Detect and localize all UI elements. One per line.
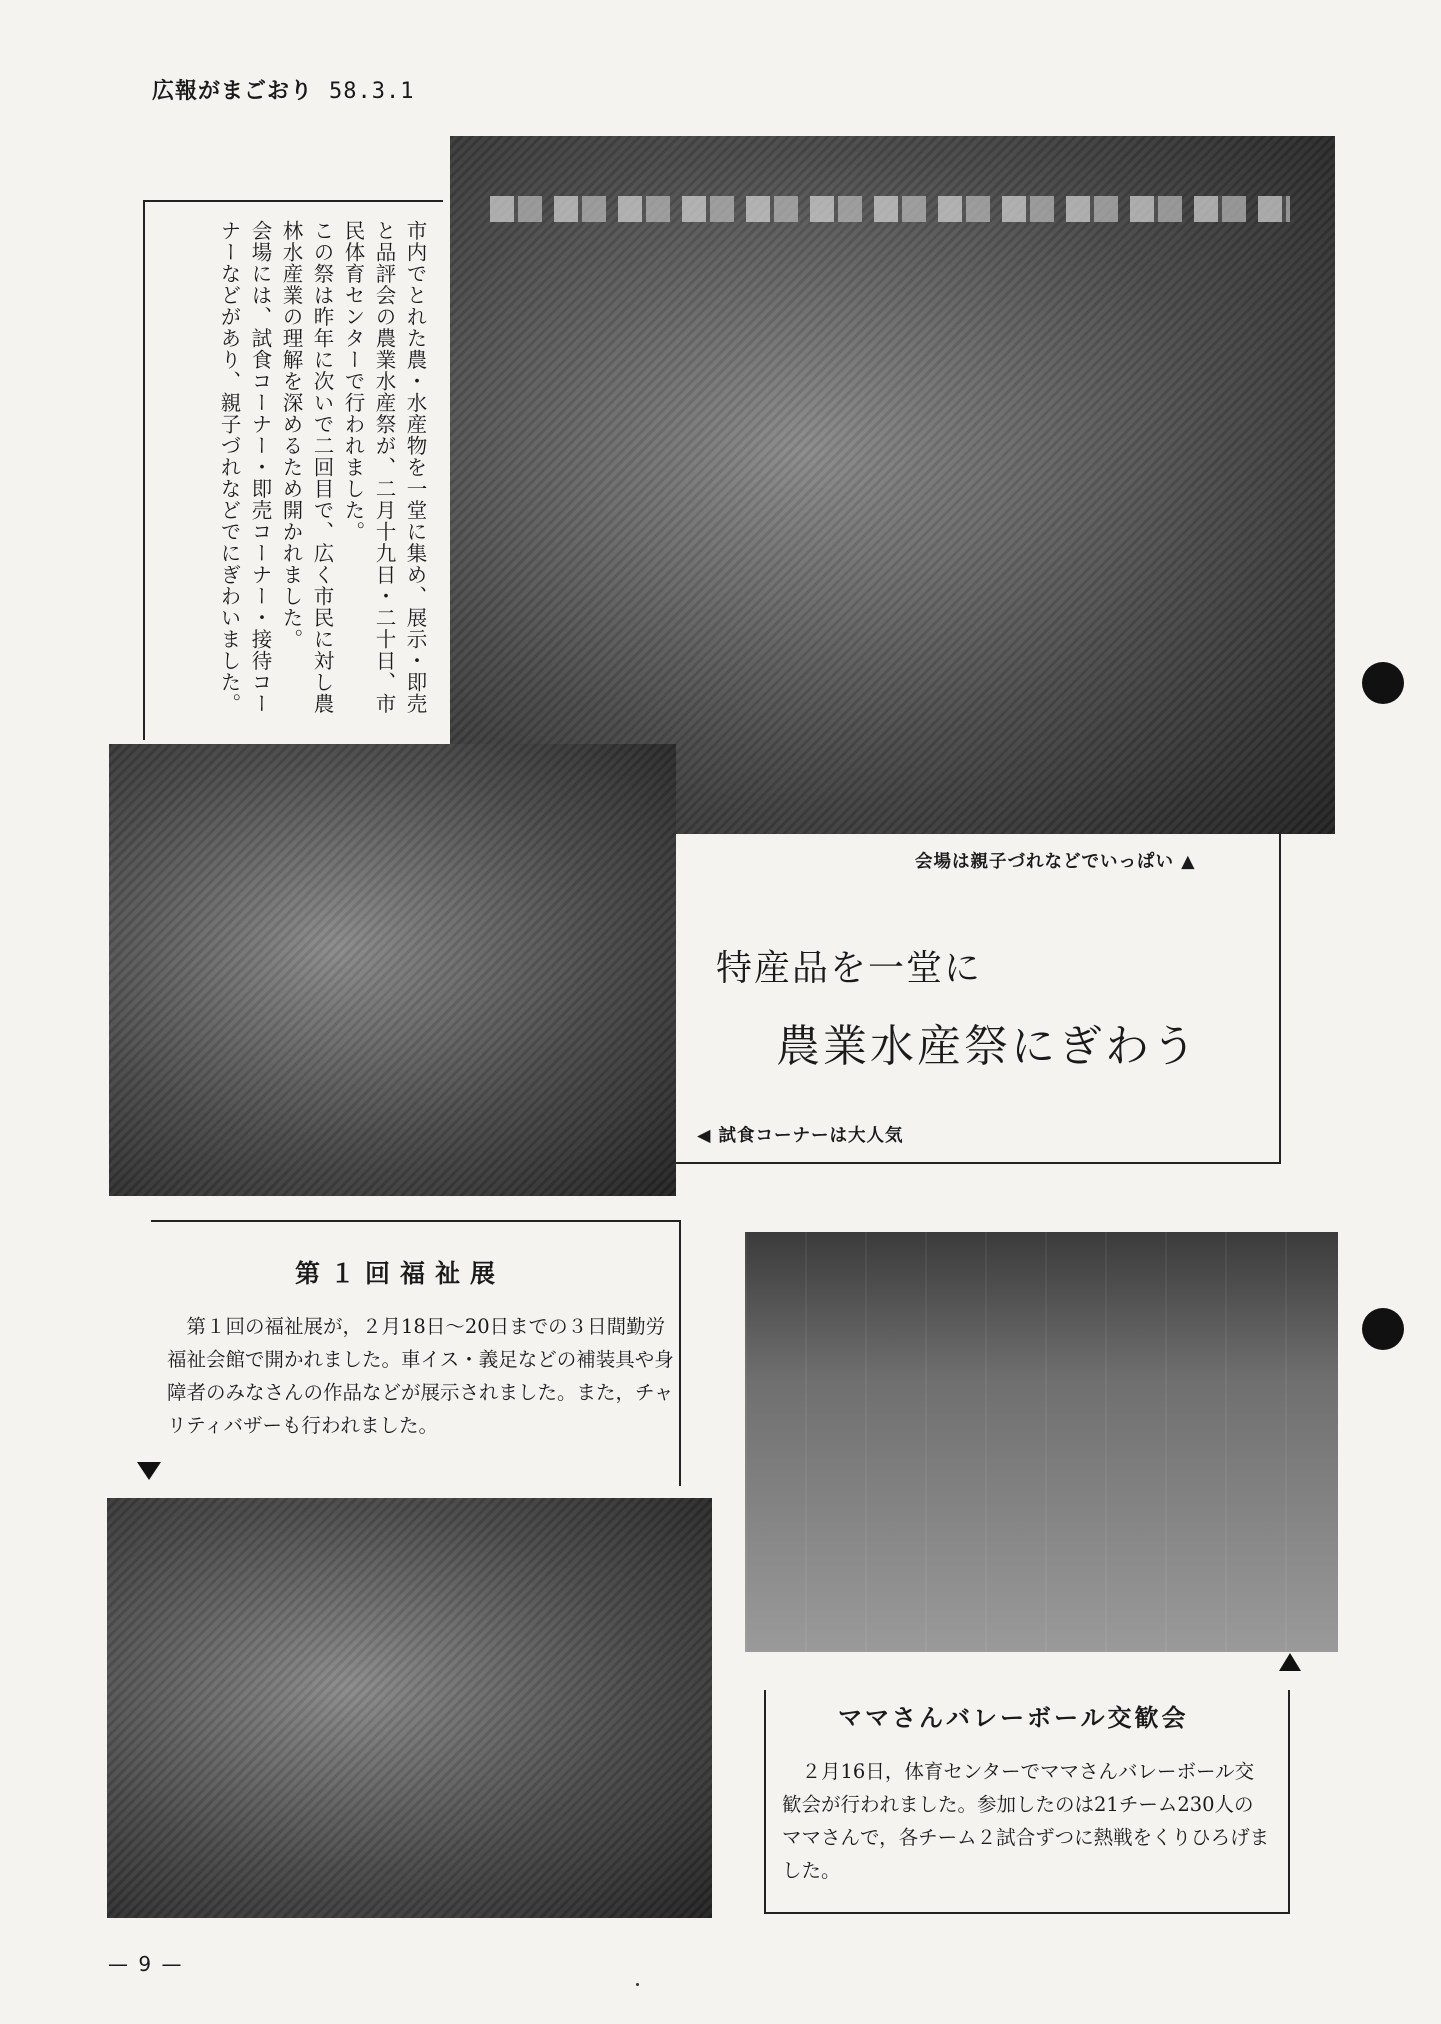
arrow-down-icon [137,1462,161,1480]
margin-dot [1362,662,1404,704]
arrow-up-icon [1279,1653,1301,1671]
print-speck [636,1983,639,1986]
intro-paragraph-2: この祭は昨年に次いで二回目で、広く市民に対し農林水産業の理解を深めるため開かれました。 [279,220,334,715]
title-frame [676,834,1281,1164]
issue-date: 58.3.1 [329,79,415,104]
tasting-caption: ◀ 試食コーナーは大人気 [697,1126,904,1146]
page-header [152,74,415,105]
article-title-line2: 農業水産祭にぎわう [776,1021,1199,1072]
page-number: — 9 — [108,1952,184,1976]
welfare-heading: 第１回福祉展 [295,1259,506,1288]
hall-caption: 会場は親子づれなどでいっぱい ▲ [915,852,1196,872]
tasting-corner-photo [109,744,676,1196]
volleyball-heading: ママさんバレーボール交歓会 [838,1704,1189,1732]
festival-hall-photo [450,136,1335,834]
welfare-body: 第１回の福祉展が，２月18日～20日までの３日間勤労福祉会館で開かれました。車イス・義足などの補装具や身障者のみなさんの作品などが展示されました。また，チャリティバザーも行われました。 [167,1315,674,1437]
intro-paragraph-3: 会場には、試食コーナー・即売コーナー・接待コーナーなどがあり、親子づれなどでにぎわいました。 [217,220,272,715]
intro-paragraph-1: 市内でとれた農・水産物を一堂に集め、展示・即売と品評会の農業水産祭が、二月十九日・二十日、市民体育センターで行われました。 [341,220,427,715]
margin-dot [1362,1308,1404,1350]
volleyball-body: ２月16日，体育センターでママさんバレーボール交歓会が行われました。参加したのは21チーム230人のママさんで，各チーム２試合ずつに熱戦をくりひろげました。 [782,1760,1270,1882]
publication-name: 広報がまごおり [152,79,314,104]
article-title-line1: 特産品を一堂に [716,948,983,989]
festival-intro [168,220,430,720]
assistive-devices-photo [107,1498,712,1918]
volleyball-photo [745,1232,1338,1652]
